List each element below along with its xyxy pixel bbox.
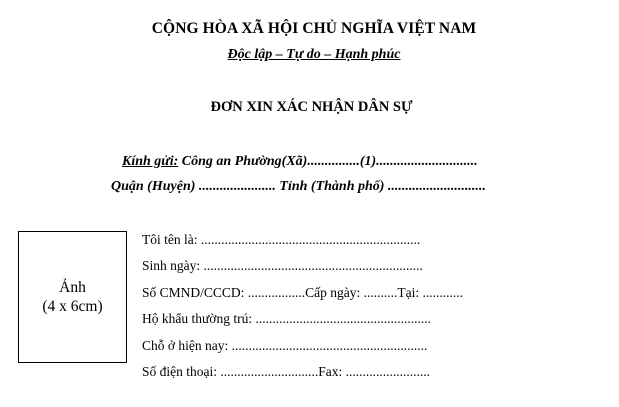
field-id-card: Số CMND/CCCD: .................Cấp ngày: ..........Tại: ............: [142, 285, 464, 300]
field-phone-fax: Số điện thoại: .............................Fax: .........................: [142, 364, 430, 379]
recipient-line-2: Quận (Huyện) ...................... Tỉnh (Thành phố) ............................: [111, 179, 486, 194]
field-permanent-residence: Hộ khẩu thường trú: ....................................................: [142, 311, 431, 326]
photo-placeholder: [18, 231, 127, 363]
photo-label: Ảnh: [59, 279, 86, 296]
field-current-address: Chỗ ở hiện nay: ..........................................................: [142, 338, 428, 353]
recipient-label: Kính gửi:: [122, 154, 179, 169]
field-full-name: Tôi tên là: .................................................................: [142, 232, 421, 247]
nation-title: CỘNG HÒA XÃ HỘI CHỦ NGHĨA VIỆT NAM: [151, 20, 477, 37]
form-title: ĐƠN XIN XÁC NHẬN DÂN SỰ: [210, 99, 413, 115]
photo-size: (4 x 6cm): [42, 298, 103, 315]
recipient-ward: Công an Phường(Xã)...............(1).............................: [178, 154, 478, 169]
field-date-of-birth: Sinh ngày: .................................................................: [142, 258, 423, 273]
national-motto: Độc lập – Tự do – Hạnh phúc: [227, 47, 401, 62]
recipient-line-1: [122, 154, 478, 170]
